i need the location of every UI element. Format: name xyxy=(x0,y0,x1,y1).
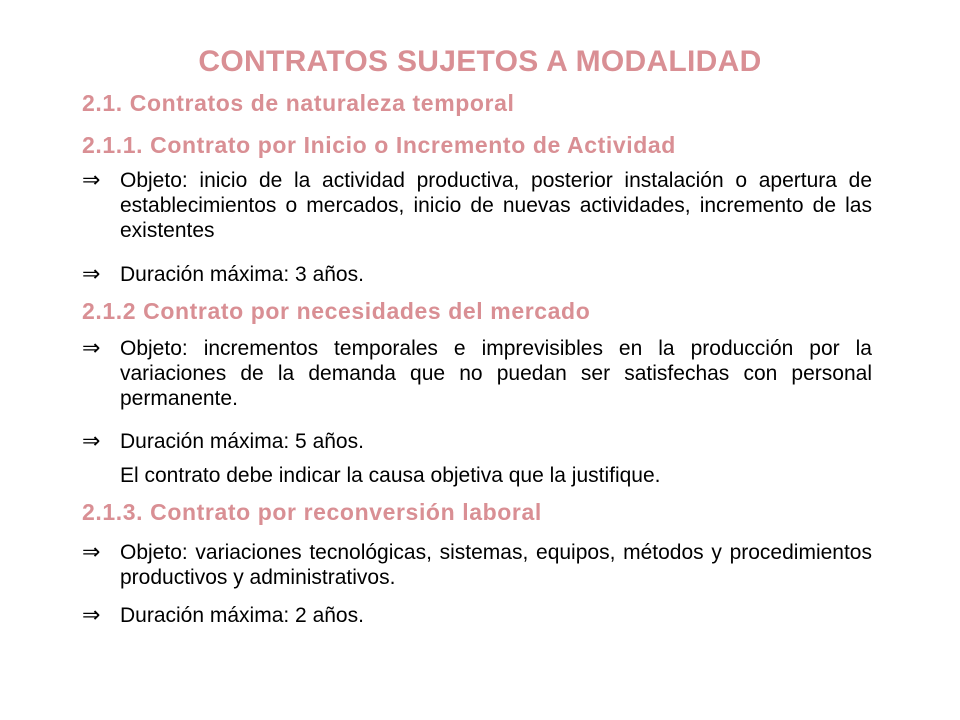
subsection-heading-2-1-3: 2.1.3. Contrato por reconversión laboral xyxy=(82,499,542,525)
slide-title: CONTRATOS SUJETOS A MODALIDAD xyxy=(198,45,762,78)
bullet-text: Duración máxima: 3 años. xyxy=(120,263,364,286)
bullet-objeto-2-1-3 xyxy=(82,540,872,590)
bullet-objeto-2-1-2 xyxy=(82,336,872,411)
implies-arrow-icon: ⇒ xyxy=(82,603,101,628)
bullet-text: Duración máxima: 2 años. xyxy=(120,604,364,627)
bullet-text: Objeto: incrementos temporales e imprevisibles en la producción por la variaciones de la demanda que no puedan ser satisfechas con personal permanente. xyxy=(120,337,872,410)
implies-arrow-icon: ⇒ xyxy=(82,262,101,287)
bullet-duracion-2-1-3 xyxy=(82,603,872,628)
bullet-text: Duración máxima: 5 años. xyxy=(120,430,364,453)
bullet-objeto-2-1-1 xyxy=(82,168,872,243)
subsection-heading-2-1-2: 2.1.2 Contrato por necesidades del mercado xyxy=(82,298,591,324)
causa-objetiva-note: El contrato debe indicar la causa objetiva que la justifique. xyxy=(120,464,661,487)
implies-arrow-icon: ⇒ xyxy=(82,429,101,454)
implies-arrow-icon: ⇒ xyxy=(82,336,101,361)
implies-arrow-icon: ⇒ xyxy=(82,540,101,565)
bullet-duracion-2-1-1 xyxy=(82,262,872,287)
section-heading: 2.1. Contratos de naturaleza temporal xyxy=(82,90,515,116)
bullet-duracion-2-1-2 xyxy=(82,429,872,454)
implies-arrow-icon: ⇒ xyxy=(82,168,101,193)
bullet-text: Objeto: variaciones tecnológicas, sistemas, equipos, métodos y procedimientos productivos y administrativos. xyxy=(120,541,872,589)
subsection-heading-2-1-1: 2.1.1. Contrato por Inicio o Incremento de Actividad xyxy=(82,132,676,158)
bullet-text: Objeto: inicio de la actividad productiva, posterior instalación o apertura de establecimientos o mercados, inicio de nuevas actividades, incremento de las existentes xyxy=(120,169,872,242)
